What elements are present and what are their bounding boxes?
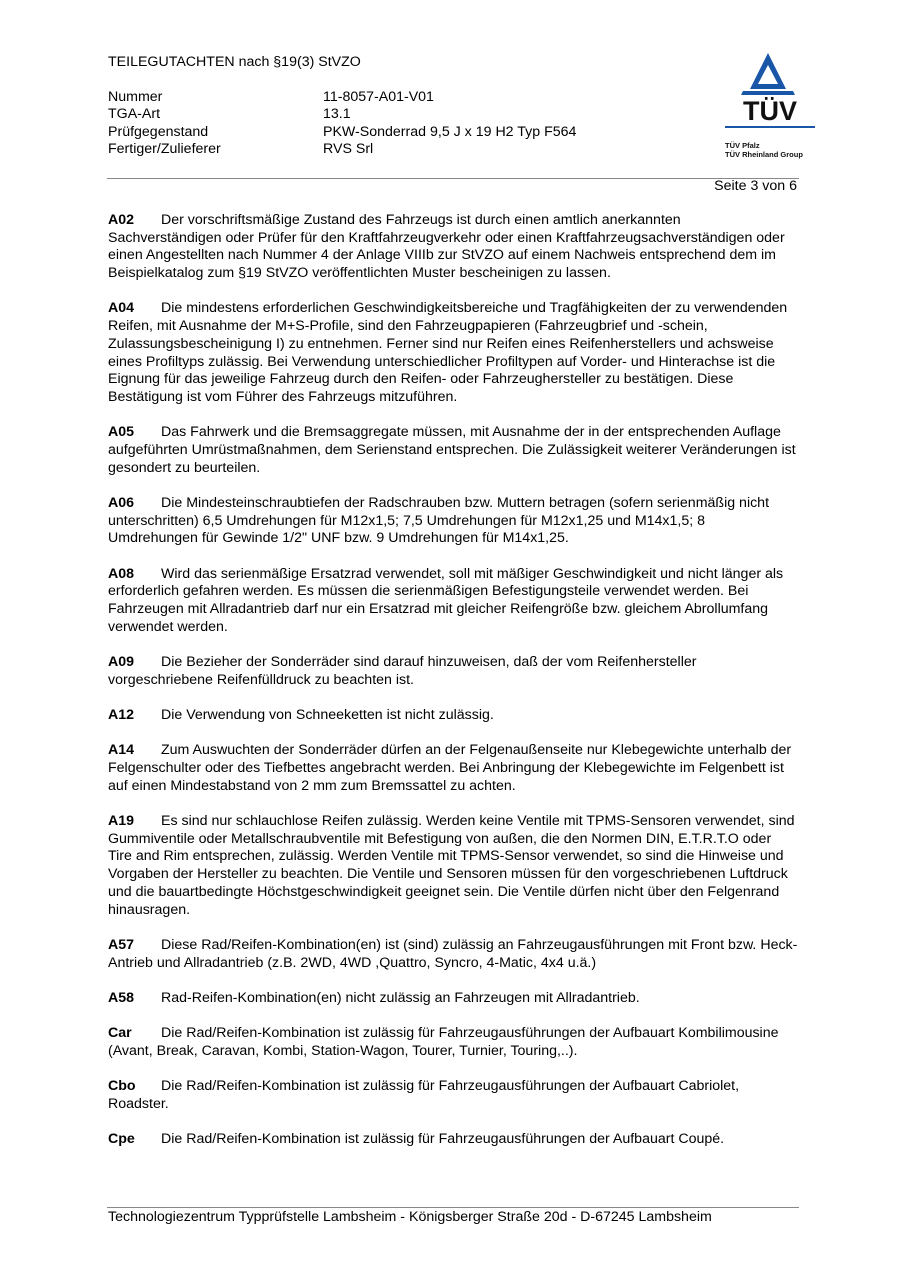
logo-underline [725, 126, 815, 128]
condition-a12 [108, 707, 798, 725]
meta-value-nummer: 11-8057-A01-V01 [323, 89, 434, 105]
meta-value-tga-art: 13.1 [323, 106, 351, 122]
condition-text: Wird das serienmäßige Ersatzrad verwendet, soll mit mäßiger Geschwindigkeit und nicht länger als erforderlich gefahren werden. Es müssen die serienmäßigen Befestigungsteile verwendet werden. Bei Fahrzeugen mit Allradantrieb darf nur ein Ersatzrad mit gleicher Reifengröße bzw. gleichem Abrollumfang verwendet werden. [108, 565, 784, 635]
condition-code: A04 [108, 300, 135, 317]
meta-label-nummer: Nummer [108, 89, 163, 105]
condition-text: Die mindestens erforderlichen Geschwindigkeitsbereiche und Tragfähigkeiten der zu verwendenden Reifen, mit Ausnahme der M+S-Profile, sind den Fahrzeugpapieren (Fahrzeugbrief und -schein, Zulassungsbescheinigung I) zu entnehmen. Ferner sind nur Reifen eines Reifenherstellers und achsweise eines Profiltyps zulässig. Bei Verwendung unterschiedlicher Profiltypen auf Vorder- und Hinterachse ist die Eignung für das jeweilige Fahrzeug durch den Reifen- oder Fahrzeughersteller zu bestätigen. Diese Bestätigung ist vom Führer des Fahrzeugs mitzuführen. [108, 300, 788, 405]
condition-code: A14 [108, 742, 135, 759]
tuv-logo-text: TÜV [743, 96, 797, 126]
meta-value-fertiger: RVS Srl [323, 141, 374, 157]
footer-divider [107, 1207, 799, 1208]
condition-a02 [108, 212, 798, 283]
meta-label-fertiger: Fertiger/Zulieferer [108, 141, 221, 157]
condition-code: Cbo [108, 1078, 136, 1095]
condition-text: Zum Auswuchten der Sonderräder dürfen an der Felgenaußenseite nur Klebegewichte unterhalb der Felgenschulter oder des Tiefbettes angebracht werden. Bei Anbringung der Klebegewichte im Felgenbett ist auf einen Mindestabstand von 2 mm zum Bremssattel zu achten. [108, 742, 792, 794]
condition-cbo [108, 1078, 798, 1113]
condition-text: Das Fahrwerk und die Bremsaggregate müssen, mit Ausnahme der in der entsprechenden Auflage aufgeführten Umrüstmaßnahmen, dem Serienstand entsprechen. Die Zulässigkeit weiterer Veränderungen ist gesondert zu beurteilen. [108, 424, 796, 476]
footer-address: Technologiezentrum Typprüfstelle Lambsheim - Königsberger Straße 20d - D-67245 Lambsheim [108, 1209, 712, 1225]
page-number: Seite 3 von 6 [714, 178, 797, 194]
condition-a57 [108, 937, 798, 972]
condition-a05 [108, 424, 798, 477]
condition-code: A12 [108, 707, 135, 724]
meta-label-tga-art: TGA-Art [108, 106, 161, 122]
condition-text: Die Bezieher der Sonderräder sind darauf hinzuweisen, daß der vom Reifenhersteller vorgeschriebene Reifenfülldruck zu beachten ist. [108, 654, 697, 688]
condition-text: Diese Rad/Reifen-Kombination(en) ist (sind) zulässig an Fahrzeugausführungen mit Front bzw. Heck-Antrieb und Allradantrieb (z.B. 2WD, 4WD ,Quattro, Syncro, 4-Matic, 4x4 u.ä.) [108, 936, 798, 971]
condition-code: A57 [108, 936, 135, 953]
meta-value-pruefgegenstand: PKW-Sonderrad 9,5 J x 19 H2 Typ F564 [323, 124, 577, 140]
conditions-list [108, 212, 798, 1166]
logo-line-2: TÜV Rheinland Group [725, 150, 803, 159]
meta-label-pruefgegenstand: Prüfgegenstand [108, 124, 209, 140]
condition-code: A08 [108, 565, 135, 582]
document-title: TEILEGUTACHTEN nach §19(3) StVZO [108, 54, 361, 70]
condition-a06 [108, 495, 798, 548]
condition-text: Die Rad/Reifen-Kombination ist zulässig für Fahrzeugausführungen der Aufbauart Kombilimousine (Avant, Break, Caravan, Kombi, Station-Wagon, Tourer, Turnier, Touring,..). [108, 1025, 779, 1059]
condition-text: Die Rad/Reifen-Kombination ist zulässig für Fahrzeugausführungen der Aufbauart Cabriolet, Roadster. [108, 1078, 740, 1112]
logo-line-1: TÜV Pfalz [725, 141, 760, 150]
condition-car [108, 1025, 798, 1060]
condition-a58 [108, 990, 798, 1008]
condition-text: Die Rad/Reifen-Kombination ist zulässig für Fahrzeugausführungen der Aufbauart Coupé. [161, 1131, 725, 1148]
condition-text: Der vorschriftsmäßige Zustand des Fahrzeugs ist durch einen amtlich anerkannten Sachverständigen oder Prüfer für den Kraftfahrzeugverkehr oder einen Kraftfahrzeugsachverständigen oder einen Angestellten nach Nummer 4 der Anlage VIIIb zur StVZO auf einem Nachweis entsprechend dem im Beispielkatalog zum §19 StVZO veröffentlichten Muster bescheinigen zu lassen. [108, 212, 785, 282]
condition-code: A19 [108, 813, 135, 830]
condition-a09 [108, 654, 798, 689]
condition-code: A58 [108, 989, 135, 1006]
condition-text: Rad-Reifen-Kombination(en) nicht zulässig an Fahrzeugen mit Allradantrieb. [161, 989, 640, 1006]
header-divider [107, 178, 799, 179]
condition-cpe [108, 1131, 798, 1149]
condition-text: Die Mindesteinschraubtiefen der Radschrauben bzw. Muttern betragen (sofern serienmäßig nicht unterschritten) 6,5 Umdrehungen für M12x1,5; 7,5 Umdrehungen für M12x1,25 und M14x1,5; 8 Umdrehungen für Gewinde 1/2" UNF bzw. 9 Umdrehungen für M14x1,25. [108, 494, 770, 547]
condition-a14 [108, 742, 798, 795]
condition-code: A06 [108, 494, 135, 511]
condition-a08 [108, 566, 798, 637]
condition-a04 [108, 300, 798, 406]
condition-text: Die Verwendung von Schneeketten ist nicht zulässig. [161, 707, 494, 724]
tuv-triangle-icon [741, 53, 795, 95]
condition-text: Es sind nur schlauchlose Reifen zulässig. Werden keine Ventile mit TPMS-Sensoren verwendet, sind Gummiventile oder Metallschraubventile mit Befestigung von außen, die den Normen DIN, E.T.R.T.O oder Tire and Rim entsprechen, zulässig. Werden Ventile mit TPMS-Sensor verwendet, so sind die Hinweise und Vorgaben der Hersteller zu beachten. Die Ventile und Sensoren müssen für den vorgeschriebenen Luftdruck und die bauartbedingte Höchstgeschwindigkeit geeignet sein. Die Ventile dürfen nicht über den Felgenrand hinausragen. [108, 813, 795, 918]
condition-code: Car [108, 1025, 132, 1042]
condition-code: A02 [108, 212, 135, 228]
condition-a19 [108, 813, 798, 919]
condition-code: A09 [108, 654, 135, 671]
condition-code: Cpe [108, 1131, 135, 1148]
condition-code: A05 [108, 424, 135, 441]
